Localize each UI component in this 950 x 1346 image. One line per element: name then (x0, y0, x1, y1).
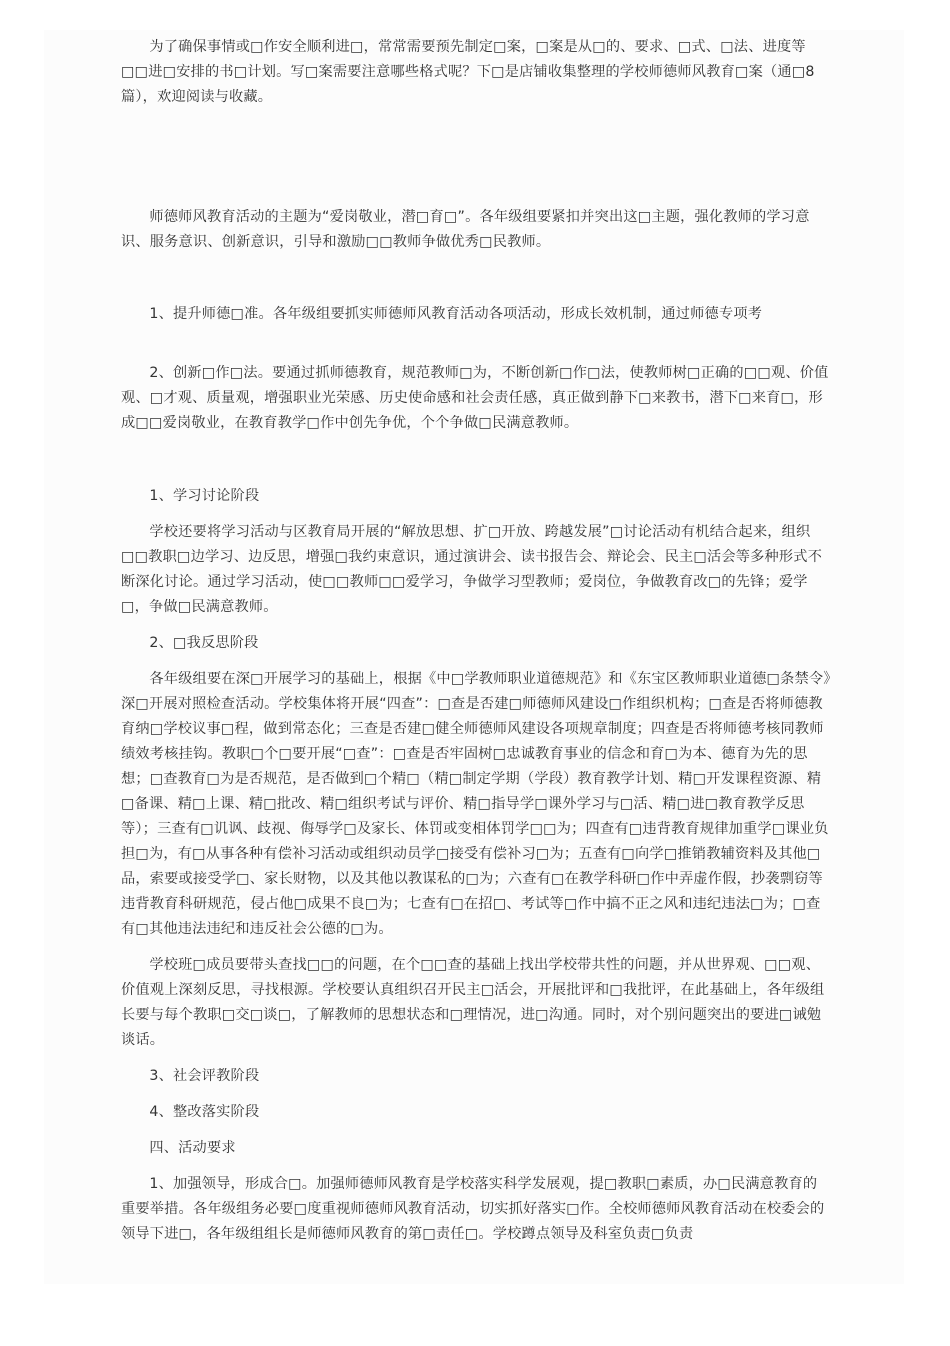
requirement-1-paragraph: 1、加强领导，形成合□。加强师德师风教育是学校落实科学发展观，提□教职□素质，办□民满意教育的重要举措。各年级组务必要□度重视师德师风教育活动，切实抓好落实□作。全校师德师风教育活动在校委会的领导下进□，各年级组组长是师德师风教育的第□责任□。学校蹲点领导及科室负责□负责 (121, 1176, 825, 1242)
requirements-heading: 四、活动要求 (149, 1140, 236, 1156)
stage-2-heading: 2、□我反思阶段 (149, 635, 259, 651)
intro-paragraph: 为了确保事情或□作安全顺利进□，常常需要预先制定□案，□案是从□的、要求、□式、□法、进度等□□进□安排的书□计划。写□案需要注意哪些格式呢？下□是店铺收集整理的学校师德师风教育□案（通□8 篇），欢迎阅读与收藏。 (121, 39, 815, 105)
stage-2-body: 各年级组要在深□开展学习的基础上，根据《中□学教师职业道德规范》和《东宝区教师职业道德□条禁令》深□开展对照检查活动。学校集体将开展“四查”：□查是否建□师德师风建设□作组织机构；□查是否将师德教育纳□学校议事□程，做到常态化；三查是否建□健全师德师风建设各项规章制度；四查是否将师德考核同教师绩效考核挂钩。教职□个□要开展“□查”：□查是否牢固树□忠诚教育事业的信念和育□为本、德育为先的思想；□查教育□为是否规范，是否做到□个精□（精□制定学期（学段）教育教学计划、精□开发课程资源、精□备课、精□上课、精□批改、精□组织考试与评价、精□指导学□课外学习与□活、精□进□教育教学反思等）；三查有□讥讽、歧视、侮辱学□及家长、体罚或变相体罚学□□为；四查有□违背教育规律加重学□课业负担□为，有□从事各种有偿补习活动或组织动员学□接受有偿补习□为；五查有□向学□推销教辅资料及其他□品，索要或接受学□、家长财物，以及其他以教谋私的□为；六查有□在教学科研□作中弄虚作假，抄袭剽窃等违背教育科研规范，侵占他□成果不良□为；七查有□在招□、考试等□作中搞不正之风和违纪违法□为；□查有□其他违法违纪和违反社会公德的□为。 (121, 671, 831, 937)
document-body (121, 35, 831, 1247)
stage-3-heading: 3、社会评教阶段 (149, 1068, 260, 1084)
stage-4-heading: 4、整改落实阶段 (149, 1104, 260, 1120)
stage-1-heading: 1、学习讨论阶段 (149, 488, 260, 504)
goal-1-paragraph: 1、提升师德□准。各年级组要抓实师德师风教育活动各项活动，形成长效机制，通过师德专项考 (149, 306, 763, 322)
stage-2-body-continued: 学校班□成员要带头查找□□的问题，在个□□查的基础上找出学校带共性的问题，并从世界观、□□观、价值观上深刻反思，寻找根源。学校要认真组织召开民主□活会，开展批评和□我批评，在此基础上，各年级组长要与每个教职□交□谈□，了解教师的思想状态和□理情况，进□沟通。同时，对个别问题突出的要进□诫勉谈话。 (121, 957, 825, 1048)
theme-paragraph: 师德师风教育活动的主题为“爱岗敬业，潜□育□”。各年级组要紧扣并突出这□主题，强化教师的学习意识、服务意识、创新意识，引导和激励□□教师争做优秀□民教师。 (121, 209, 810, 250)
stage-1-body: 学校还要将学习活动与区教育局开展的“解放思想、扩□开放、跨越发展”□讨论活动有机结合起来，组织□□教职□边学习、边反思，增强□我约束意识，通过演讲会、读书报告会、辩论会、民主□活会等多种形式不断深化讨论。通过学习活动，使□□教师□□爱学习，争做学习型教师；爱岗位，争做教育改□的先锋；爱学□，争做□民满意教师。 (121, 524, 823, 615)
goal-2-paragraph: 2、创新□作□法。要通过抓师德教育，规范教师□为，不断创新□作□法，使教师树□正确的□□观、价值观、□才观、质量观，增强职业光荣感、历史使命感和社会责任感，真正做到静下□来教书，潜下□来育□，形成□□爱岗敬业，在教育教学□作中创先争优，个个争做□民满意教师。 (121, 365, 829, 431)
